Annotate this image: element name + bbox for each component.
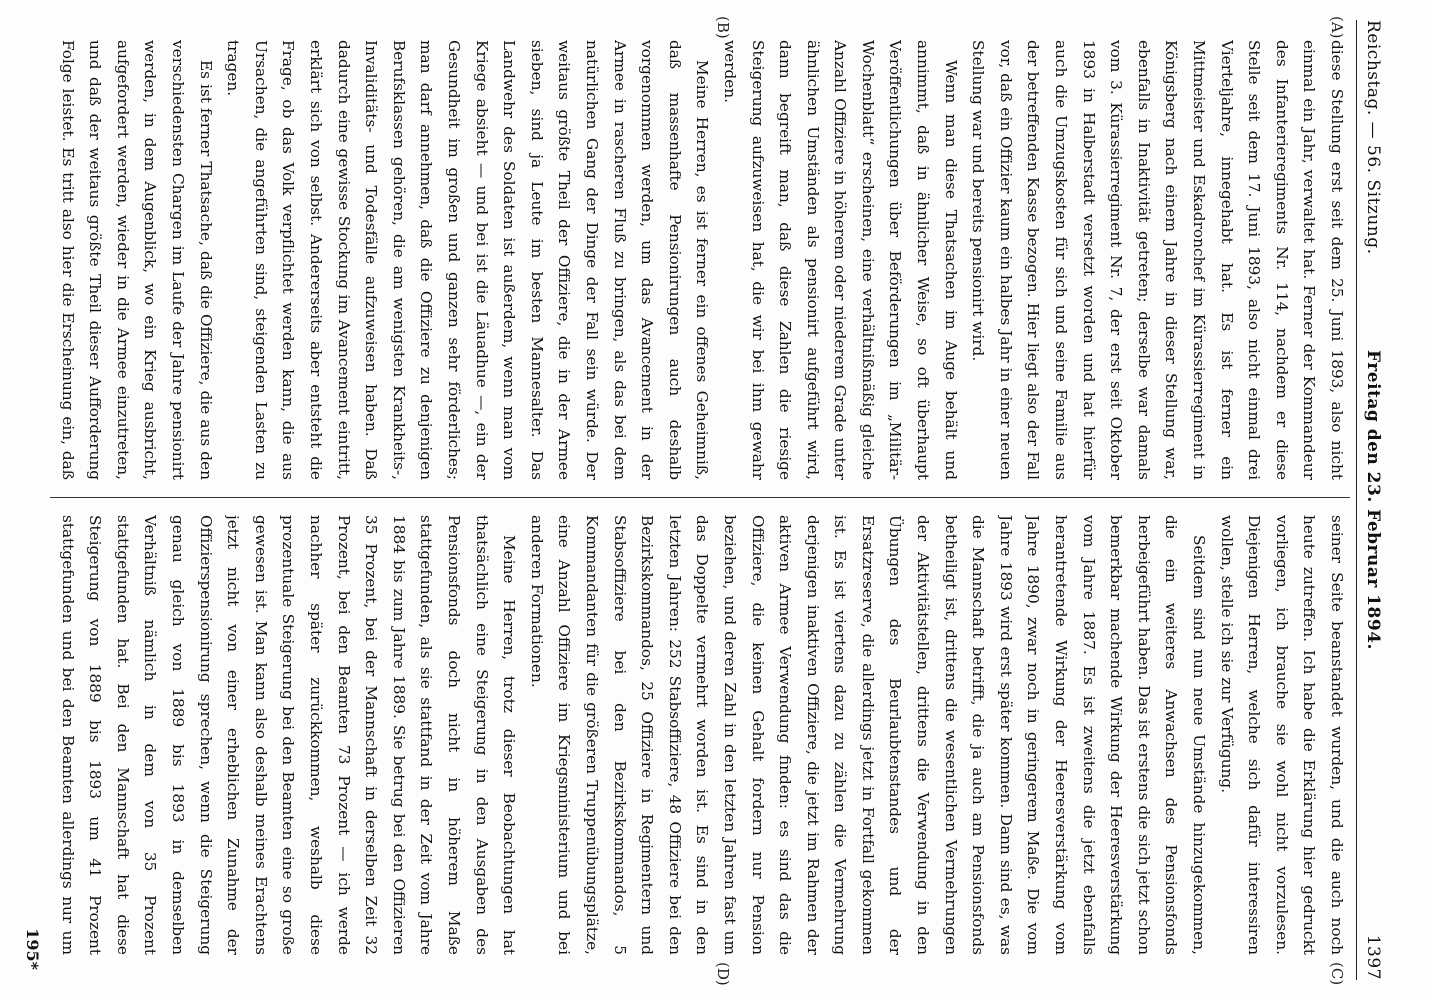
paragraph: Seitdem sind nun neue Umstände hinzugekommen, die ein weiteres Anwachsen des Pensionsfonds herbeigeführt haben. Das ist erstens die sich jetzt schon bemerkbar machende Wirkung der Heeresverstärkung vom Jahre 1887. Es ist zweitens die jetzt ebenfalls herantretende Wirkung der Heeresverstärkung vom Jahre 1890, zwar noch in geringerem Maße. Die vom Jahre 1893 wird erst später kommen. Dann sind es, was die Mannschaft betrifft, die ja auch am Pensionsfonds betheiligt ist, drittens die wesentlichen Vermehrungen der Aktivitätstellen, drittens die Verwendung in den Übungen des Beurlaubtenstandes und der Ersatzreserve, die allerdings jetzt in Fortfall gekommen ist. Es ist viertens dazu zu zählen die Vermehrung derjenigen inaktiven Offiziere, die jetzt im Rahmen der aktiven Armee Verwendung finden: es sind das die Offiziere, die keinen Gehalt fordern nur Pension beziehen, und deren Zahl in den letzten Jahren fast um das Doppelte vermehrt worden ist. Es sind in den letzten Jahren: 252 Stabsoffiziere, 48 Offiziere bei den Bezirkskommandos, 25 Offiziere in Regimentern und Stabsoffiziere bei den Bezirkskommandos, 5 Kommandanten für die größeren Truppenübungsplätze, eine Anzahl Offiziere im Kriegsministerium und bei anderen Formationen.	[527, 515, 1209, 955]
paragraph: Meine Herren, es ist ferner ein offenes Geheimniß, daß massenhafte Pensionirungen auch deshalb vorgenommen werden, um das Avancement in der Armee in rascheren Fluß zu bringen, als das bei dem natürlichen Gang der Dinge der Fall sein würde. Der weitaus größte Theil der Offiziere, die in der Armee sieben, sind ja Leute im besten Mannesalter. Das Landwehr des Soldaten ist außerdem, wenn man vom Kriege absieht — und bei ist die Läuadhue —, ein der Gesundheit im großen und ganzen sehr förderliches; man darf annehmen, daß die Offiziere zu denjenigen Berufsklassen gehören, die am wenigsten Krankheits-, Invaliditäts- und Todesfälle aufzuweisen haben. Daß dadurch eine gewisse Stockung im Avancement eintritt, erklärt sich von selbst. Andererseits aber entsteht die Frage, ob das Volk verpflichtet werden kann, die aus Ursachen, die angeführten sind, steigenden Lasten zu tragen.	[224, 40, 712, 480]
header-session: Reichstag. — 56. Sitzung.	[1363, 20, 1383, 255]
margin-marker-a: (A)	[1328, 16, 1346, 39]
page-header	[1356, 20, 1387, 980]
left-column	[50, 40, 1350, 480]
margin-marker-c: (C)	[1328, 962, 1346, 986]
sheet-number: 195*	[23, 928, 42, 970]
header-date: Freitag den 23. Februar 1894.	[1363, 350, 1383, 650]
column-divider	[50, 497, 1350, 498]
right-column	[50, 515, 1350, 955]
paragraph: Meine Herren, trotz dieser Beobachtungen hat thatsächlich eine Steigerung in den Ausgaben des Pensionsfonds doch nicht in höherem Maße stattgefunden, als sie stattfand in der Zeit vom Jahre 1884 bis zum Jahre 1889. Sie betrug bei den Offizieren 35 Prozent, bei der Mannschaft in derselben Zeit 32 Prozent, bei den Beamten 73 Prozent — ich werde nachher später zurückkommen, weshalb diese prozentuale Steigerung bei den Beamten eine so große gewesen ist. Man kann also deshalb meines Erachtens jetzt nicht von einer erheblichen Zunahme der Offizierspensionirung sprechen, wenn die Steigerung genau gleich von 1889 bis 1893 in demselben Verhältniß nämlich in dem von 35 Prozent stattgefunden hat. Bei den Mannschaft hat diese Steigerung von 1889 bis 1893 um 41 Prozent stattgefunden und bei den Beamten allerdings nur um	[58, 515, 519, 955]
margin-marker-b: (B)	[714, 16, 732, 39]
paragraph: Es ist ferner Thatsache, daß die Offiziere, die aus den verschiedensten Chargen im Laufe der Jahre pensionirt werden, in dem Augenblick, wo ein Krieg ausbricht, aufgefordert werden, wieder in die Armee einzutreten, und daß der weitaus größte Theil dieser Aufforderung Folge leistet. Es tritt also hier die Erscheinung ein, daß	[58, 40, 215, 480]
paragraph: Wenn man diese Thatsachen im Auge behält und annimmt, daß in ähnlicher Weise, so oft überhaupt Veröffentlichungen über Beförderungen im „Militär-Wochenblatt“ erscheinen, eine verhältnißmäßig gleiche Anzahl Offiziere in höherem oder niederem Grade unter ähnlichen Umständen als pensionirt aufgeführt wird, dann begreift man, daß diese Zahlen die riesige Steigerung aufzuweisen hat, die wir bei ihm gewahr werden.	[720, 40, 960, 480]
paragraph: seiner Seite beanstandet wurden, und die auch noch heute zutreffen. Ich habe die Erklärung hier gedruckt vorliegen, ich brauche sie wohl nicht vorzulesen. Diejenigen Herren, welche sich dafür interessiren wollen, stelle ich sie zur Verfügung.	[1217, 515, 1346, 955]
paragraph: diese Stellung erst seit dem 25. Juni 1893, also nicht einmal ein Jahr, verwaltet hat. Ferner der Kommandeur des Infanterieregiments Nr. 114, nachdem er diese Stelle seit dem 17. Juni 1893, also nicht einmal drei Vierteljahre, innegehabt hat. Es ist ferner ein Mittmeister und Eskadronchef im Kürassierregiment in Königsberg nach einem Jahre in dieser Stellung war, ebenfalls in Inaktivität getreten; derselbe war damals vom 3. Kürassierregiment Nr. 7, der erst seit Oktober 1893 in Halberstadt versetzt worden und hat hierfür auch die Umzugskosten für sich und seine Familie aus der betreffenden Kasse bezogen. Hier liegt also der Fall vor, daß ein Offizier kaum ein halbes Jahr in einer neuen Stellung war und bereits pensionirt wird.	[969, 40, 1346, 480]
page-number: 1397	[1363, 934, 1383, 980]
margin-marker-d: (D)	[714, 962, 732, 986]
